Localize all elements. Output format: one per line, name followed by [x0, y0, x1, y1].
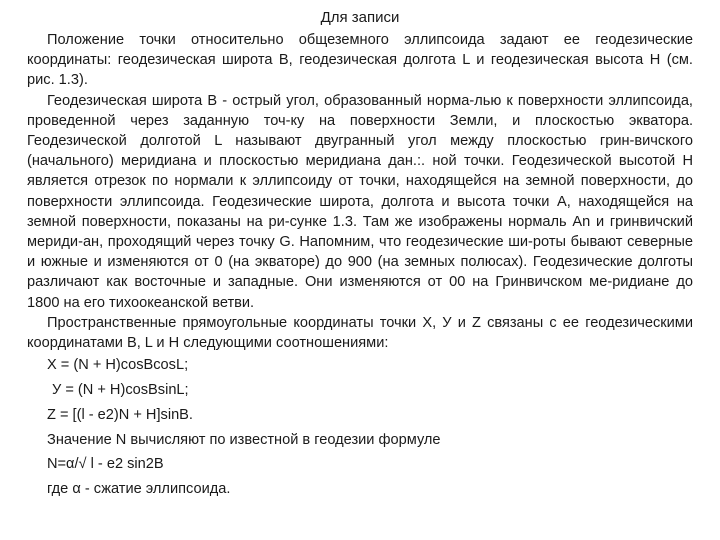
paragraph-position-definition: Положение точки относительно общеземного эллипсоида задают ее геодезические координаты: геодезическая широта В, геодезическая долгота L и геодезическая высота Н (см. рис. 1.3). [27, 32, 693, 89]
formula-n: N=α/√ l - e2 sin2B [47, 456, 164, 473]
formula-y: У = (N + H)cosBsinL; [52, 382, 189, 399]
formula-z: Z = [(l - e2)N + H]sinB. [47, 406, 193, 423]
document-body [27, 30, 693, 502]
paragraph-geodetic-definitions: Геодезическая широта В - острый угол, образованный норма-лью к поверхности эллипсоида, проведенной через заданную точ-ку на поверхности Земли, и плоскостью экватора. Геодезической долготой L называют двугранный угол между плоскостью грин-вичского (начального) меридиана и плоскостью меридиана дан.:. ной точки. Геодезической высотой Н является отрезок по нормали к эллипсоиду от точки, находящейся на земной поверхности, до поверхности эллипсоида. Геодезические широта, долгота и высота точки А, находящейся на земной поверхности, показаны на ри-сунке 1.3. Там же изображены нормаль Аn и гринвичский мериди-ан, проходящий через точку G. Напомним, что геодезические ши-роты бывают северные и южные и изменяются от 0 (на экваторе) до 900 (на земных полюсах). Геодезические долготы различают как восточные и западные. Они изменяются от 00 на Гринвичском ме-ридиане до 1800 на его тихоокеанской ветви. [27, 92, 693, 311]
formula-x: X = (N + H)cosBcosL; [47, 357, 189, 374]
paragraph-cartesian-intro: Пространственные прямоугольные координаты точки X, У и Z связаны с ее геодезическими координатами В, L и Н следующими соотношениями: [27, 314, 693, 352]
page-title: Для записи [320, 9, 400, 26]
formula-n-intro: Значение N вычисляют по известной в геодезии формуле [47, 431, 441, 448]
formula-alpha-note: где α - сжатие эллипсоида. [47, 481, 231, 498]
